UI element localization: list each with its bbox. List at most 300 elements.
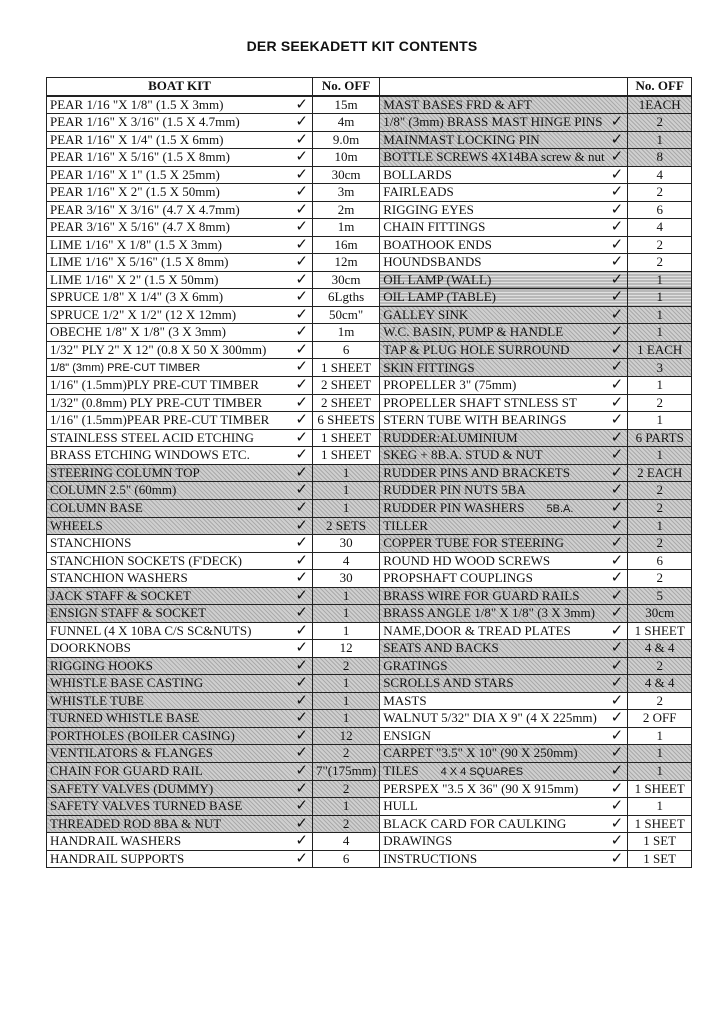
- check-mark-icon: ✓: [610, 604, 624, 621]
- check-mark-icon: ✓: [295, 727, 308, 744]
- right-item-cell: [380, 306, 628, 324]
- table-row: [47, 640, 692, 658]
- right-item-label: ROUND HD WOOD SCREWS: [383, 552, 551, 568]
- right-quantity: 2: [628, 184, 692, 202]
- right-item-note: 4 X 4 SQUARES: [440, 765, 524, 778]
- table-row: [47, 622, 692, 640]
- table-row: [47, 341, 692, 359]
- right-quantity: 1: [628, 762, 692, 780]
- check-mark-icon: ✓: [295, 639, 308, 656]
- check-mark-icon: ✓: [610, 569, 624, 586]
- table-row: [47, 727, 692, 745]
- right-item-label: MASTS: [383, 692, 427, 708]
- check-mark-icon: ✓: [295, 358, 308, 375]
- check-mark-icon: ✓: [295, 306, 308, 323]
- left-item-label: STEERING COLUMN TOP: [50, 464, 200, 480]
- left-item-label: PEAR 3/16" X 5/16" (4.7 X 8mm): [50, 219, 230, 235]
- right-item-cell: [380, 219, 628, 237]
- right-item-cell: [380, 535, 628, 553]
- table-row: [47, 692, 692, 710]
- right-quantity: 2: [628, 692, 692, 710]
- left-item-label: CHAIN FOR GUARD RAIL: [50, 763, 203, 778]
- right-item-label: SKEG + 8B.A. STUD & NUT: [383, 447, 543, 463]
- left-item-cell: [47, 762, 313, 780]
- right-item-cell: [380, 780, 628, 798]
- right-item-label: W.C. BASIN, PUMP & HANDLE: [383, 324, 564, 340]
- left-quantity: 6 SHEETS: [313, 412, 380, 430]
- left-quantity: 1m: [313, 219, 380, 237]
- right-item-cell: [380, 850, 628, 868]
- left-item-label: PORTHOLES (BOILER CASING): [50, 727, 235, 743]
- left-item-cell: [47, 359, 313, 377]
- right-item-cell: [380, 657, 628, 675]
- left-quantity: 1: [313, 499, 380, 517]
- right-quantity: 1: [628, 271, 692, 289]
- table-row: [47, 96, 692, 114]
- check-mark-icon: ✓: [610, 148, 624, 165]
- left-item-cell: [47, 96, 313, 114]
- left-item-cell: [47, 745, 313, 763]
- left-item-cell: [47, 149, 313, 167]
- table-row: [47, 570, 692, 588]
- right-quantity: 1: [628, 447, 692, 465]
- left-quantity: 2 SETS: [313, 517, 380, 535]
- check-mark-icon: ✓: [610, 446, 624, 463]
- right-item-label: RUDDER PIN NUTS 5BA: [383, 482, 526, 498]
- table-row: [47, 815, 692, 833]
- check-mark-icon: ✓: [295, 429, 308, 446]
- check-mark-icon: ✓: [610, 288, 624, 305]
- right-item-cell: [380, 289, 628, 307]
- right-quantity: 1: [628, 324, 692, 342]
- table-row: [47, 710, 692, 728]
- left-item-label: COLUMN 2.5" (60mm): [50, 482, 177, 498]
- right-quantity: 1: [628, 745, 692, 763]
- left-item-label: 1/8" (3mm) PRE-CUT TIMBER: [50, 362, 201, 374]
- header-boat-kit: BOAT KIT: [47, 78, 313, 96]
- right-item-label: TAP & PLUG HOLE SURROUND: [383, 341, 570, 357]
- check-mark-icon: ✓: [295, 552, 308, 569]
- left-quantity: 6Lgths: [313, 289, 380, 307]
- left-quantity: 3m: [313, 184, 380, 202]
- left-item-label: WHEELS: [50, 517, 103, 533]
- table-row: [47, 114, 692, 132]
- left-item-label: 1/16" (1.5mm)PLY PRE-CUT TIMBER: [50, 377, 259, 393]
- left-quantity: 1 SHEET: [313, 359, 380, 377]
- right-item-cell: [380, 798, 628, 816]
- right-quantity: 2 EACH: [628, 464, 692, 482]
- left-item-label: 1/32" PLY 2" X 12" (0.8 X 50 X 300mm): [50, 341, 267, 357]
- check-mark-icon: ✓: [610, 131, 624, 148]
- header-right-no-off: No. OFF: [628, 78, 692, 96]
- check-mark-icon: ✓: [295, 534, 308, 551]
- check-mark-icon: ✓: [610, 394, 624, 411]
- left-quantity: 1: [313, 622, 380, 640]
- left-quantity: 1m: [313, 324, 380, 342]
- right-item-cell: [380, 605, 628, 623]
- left-item-cell: [47, 131, 313, 149]
- check-mark-icon: ✓: [610, 534, 624, 551]
- left-item-label: WHISTLE TUBE: [50, 692, 144, 708]
- right-quantity: 6: [628, 552, 692, 570]
- right-item-label: DRAWINGS: [383, 833, 453, 849]
- check-mark-icon: ✓: [610, 166, 624, 183]
- left-item-label: BRASS ETCHING WINDOWS ETC.: [50, 447, 250, 463]
- right-item-cell: [380, 587, 628, 605]
- left-item-label: SAFETY VALVES TURNED BASE: [50, 798, 243, 814]
- right-item-cell: [380, 762, 628, 780]
- right-item-label: CHAIN FITTINGS: [383, 219, 486, 235]
- table-row: [47, 798, 692, 816]
- right-quantity: 30cm: [628, 605, 692, 623]
- table-row: [47, 780, 692, 798]
- check-mark-icon: ✓: [295, 832, 308, 849]
- left-item-cell: [47, 517, 313, 535]
- table-row: [47, 219, 692, 237]
- right-item-label: NAME,DOOR & TREAD PLATES: [383, 622, 571, 638]
- right-item-cell: [380, 114, 628, 132]
- table-row: [47, 499, 692, 517]
- left-item-label: COLUMN BASE: [50, 500, 143, 515]
- right-item-label: WALNUT 5/32" DIA X 9" (4 X 225mm): [383, 710, 597, 726]
- right-item-cell: [380, 254, 628, 272]
- right-quantity: 1EACH: [628, 96, 692, 114]
- right-item-cell: [380, 341, 628, 359]
- right-item-cell: [380, 552, 628, 570]
- table-row: [47, 482, 692, 500]
- table-row: [47, 184, 692, 202]
- check-mark-icon: ✓: [295, 674, 308, 691]
- left-item-label: OBECHE 1/8" X 1/8" (3 X 3mm): [50, 324, 226, 340]
- right-item-cell: [380, 184, 628, 202]
- left-quantity: 50cm": [313, 306, 380, 324]
- left-item-cell: [47, 114, 313, 132]
- check-mark-icon: ✓: [610, 709, 624, 726]
- table-row: [47, 535, 692, 553]
- right-item-label: SEATS AND BACKS: [383, 640, 499, 656]
- left-item-cell: [47, 798, 313, 816]
- check-mark-icon: ✓: [295, 604, 308, 621]
- left-item-label: 1/32" (0.8mm) PLY PRE-CUT TIMBER: [50, 394, 263, 410]
- right-item-label: PROPELLER 3" (75mm): [383, 377, 517, 393]
- right-item-cell: [380, 149, 628, 167]
- right-item-cell: [380, 517, 628, 535]
- left-item-cell: [47, 447, 313, 465]
- right-quantity: 2: [628, 394, 692, 412]
- left-quantity: 30: [313, 535, 380, 553]
- check-mark-icon: ✓: [610, 201, 624, 218]
- right-quantity: 4: [628, 219, 692, 237]
- page-title: DER SEEKADETT KIT CONTENTS: [246, 38, 478, 54]
- right-item-cell: [380, 833, 628, 851]
- left-quantity: 30cm: [313, 166, 380, 184]
- left-item-cell: [47, 833, 313, 851]
- left-item-label: THREADED ROD 8BA & NUT: [50, 815, 222, 831]
- right-item-cell: [380, 464, 628, 482]
- left-quantity: 1: [313, 675, 380, 693]
- check-mark-icon: ✓: [610, 674, 624, 691]
- left-quantity: 1: [313, 587, 380, 605]
- right-quantity: 1: [628, 517, 692, 535]
- check-mark-icon: ✓: [610, 499, 624, 516]
- left-item-cell: [47, 622, 313, 640]
- left-quantity: 1 SHEET: [313, 429, 380, 447]
- right-quantity: 1 SHEET: [628, 622, 692, 640]
- right-quantity: 2: [628, 657, 692, 675]
- left-item-label: ENSIGN STAFF & SOCKET: [50, 605, 207, 621]
- left-item-cell: [47, 166, 313, 184]
- check-mark-icon: ✓: [295, 95, 308, 113]
- right-quantity: 4 & 4: [628, 675, 692, 693]
- left-quantity: 4: [313, 833, 380, 851]
- check-mark-icon: ✓: [610, 429, 624, 446]
- left-item-cell: [47, 535, 313, 553]
- right-item-label: TILLER: [383, 517, 428, 533]
- kit-table-body: [47, 96, 692, 868]
- check-mark-icon: ✓: [610, 797, 624, 814]
- check-mark-icon: ✓: [295, 271, 308, 288]
- left-quantity: 4m: [313, 114, 380, 132]
- right-item-cell: [380, 96, 628, 114]
- right-quantity: 4 & 4: [628, 640, 692, 658]
- check-mark-icon: ✓: [295, 709, 308, 726]
- right-item-cell: [380, 429, 628, 447]
- right-item-label: PERSPEX "3.5 X 36" (90 X 915mm): [383, 780, 579, 796]
- left-item-label: TURNED WHISTLE BASE: [50, 710, 200, 726]
- right-quantity: 1 SHEET: [628, 780, 692, 798]
- right-item-label: BRASS WIRE FOR GUARD RAILS: [383, 587, 580, 603]
- left-item-label: JACK STAFF & SOCKET: [50, 587, 191, 603]
- left-item-cell: [47, 271, 313, 289]
- left-item-cell: [47, 640, 313, 658]
- left-quantity: 12: [313, 640, 380, 658]
- table-header-row: [47, 78, 692, 96]
- left-quantity: 1: [313, 710, 380, 728]
- left-quantity: 16m: [313, 236, 380, 254]
- left-item-cell: [47, 692, 313, 710]
- right-quantity: 1: [628, 306, 692, 324]
- left-item-label: STAINLESS STEEL ACID ETCHING: [50, 429, 254, 445]
- header-left-no-off: No. OFF: [313, 78, 380, 96]
- right-item-label: INSTRUCTIONS: [383, 850, 478, 866]
- left-quantity: 1 SHEET: [313, 447, 380, 465]
- check-mark-icon: ✓: [295, 113, 308, 130]
- check-mark-icon: ✓: [295, 218, 308, 235]
- left-item-label: LIME 1/16" X 5/16" (1.5 X 8mm): [50, 254, 229, 270]
- left-item-label: DOORKNOBS: [50, 640, 131, 656]
- right-item-cell: [380, 692, 628, 710]
- right-quantity: 1: [628, 377, 692, 395]
- left-item-label: SPRUCE 1/2" X 1/2" (12 X 12mm): [50, 306, 237, 322]
- left-quantity: 2 SHEET: [313, 394, 380, 412]
- left-item-cell: [47, 324, 313, 342]
- left-item-cell: [47, 254, 313, 272]
- check-mark-icon: ✓: [295, 780, 308, 797]
- check-mark-icon: ✓: [610, 552, 624, 569]
- check-mark-icon: ✓: [295, 797, 308, 814]
- right-item-cell: [380, 412, 628, 430]
- right-item-cell: [380, 727, 628, 745]
- right-item-cell: [380, 482, 628, 500]
- check-mark-icon: ✓: [295, 657, 308, 674]
- left-item-label: STANCHIONS: [50, 535, 132, 551]
- left-quantity: 10m: [313, 149, 380, 167]
- check-mark-icon: ✓: [610, 218, 624, 235]
- right-item-label: 1/8" (3mm) BRASS MAST HINGE PINS: [383, 114, 603, 130]
- right-quantity: 2: [628, 499, 692, 517]
- right-item-label: RUDDER PIN WASHERS: [383, 499, 525, 515]
- left-item-cell: [47, 377, 313, 395]
- left-item-cell: [47, 464, 313, 482]
- left-item-cell: [47, 675, 313, 693]
- right-quantity: 3: [628, 359, 692, 377]
- table-row: [47, 517, 692, 535]
- left-quantity: 2m: [313, 201, 380, 219]
- right-quantity: 5: [628, 587, 692, 605]
- check-mark-icon: ✓: [610, 481, 624, 498]
- left-item-cell: [47, 499, 313, 517]
- left-quantity: 6: [313, 341, 380, 359]
- table-row: [47, 166, 692, 184]
- left-item-cell: [47, 429, 313, 447]
- left-quantity: 9.0m: [313, 131, 380, 149]
- right-item-cell: [380, 201, 628, 219]
- left-item-cell: [47, 412, 313, 430]
- check-mark-icon: ✓: [295, 499, 308, 516]
- right-quantity: 1 SHEET: [628, 815, 692, 833]
- right-item-label: BRASS ANGLE 1/8" X 1/8" (3 X 3mm): [383, 605, 595, 621]
- kit-contents-table: [46, 77, 692, 868]
- check-mark-icon: ✓: [610, 341, 624, 358]
- check-mark-icon: ✓: [295, 850, 308, 867]
- check-mark-icon: ✓: [295, 288, 308, 305]
- left-quantity: 1: [313, 692, 380, 710]
- right-item-label: CARPET "3.5" X 10" (90 X 250mm): [383, 745, 578, 761]
- left-item-cell: [47, 236, 313, 254]
- right-item-label: HOUNDSBANDS: [383, 254, 482, 270]
- check-mark-icon: ✓: [295, 692, 308, 709]
- right-item-label: RIGGING EYES: [383, 201, 474, 217]
- right-quantity: 1 EACH: [628, 341, 692, 359]
- check-mark-icon: ✓: [295, 517, 308, 534]
- left-quantity: 1: [313, 605, 380, 623]
- right-item-cell: [380, 394, 628, 412]
- left-item-label: SAFETY VALVES (DUMMY): [50, 780, 214, 796]
- left-item-label: PEAR 1/16" X 5/16" (1.5 X 8mm): [50, 149, 230, 165]
- check-mark-icon: ✓: [295, 323, 308, 340]
- check-mark-icon: ✓: [295, 587, 308, 604]
- table-row: [47, 447, 692, 465]
- right-quantity: 2: [628, 535, 692, 553]
- right-item-label: BOTTLE SCREWS 4X14BA screw & nut: [383, 149, 605, 165]
- check-mark-icon: ✓: [610, 376, 624, 393]
- check-mark-icon: ✓: [610, 850, 624, 867]
- table-row: [47, 201, 692, 219]
- check-mark-icon: ✓: [610, 517, 624, 534]
- left-item-cell: [47, 482, 313, 500]
- left-quantity: 1: [313, 464, 380, 482]
- right-item-cell: [380, 377, 628, 395]
- left-quantity: 2 SHEET: [313, 377, 380, 395]
- left-item-cell: [47, 201, 313, 219]
- right-quantity: 1: [628, 412, 692, 430]
- table-row: [47, 464, 692, 482]
- check-mark-icon: ✓: [295, 376, 308, 393]
- left-item-cell: [47, 184, 313, 202]
- right-item-label: MAINMAST LOCKING PIN: [383, 131, 540, 147]
- left-quantity: 4: [313, 552, 380, 570]
- right-quantity: 2: [628, 570, 692, 588]
- right-item-label: BLACK CARD FOR CAULKING: [383, 815, 567, 831]
- check-mark-icon: ✓: [610, 622, 624, 639]
- right-item-cell: [380, 815, 628, 833]
- check-mark-icon: ✓: [295, 622, 308, 639]
- left-quantity: 2: [313, 745, 380, 763]
- left-quantity: 6: [313, 850, 380, 868]
- right-item-label: RUDDER:ALUMINIUM: [383, 429, 518, 445]
- right-item-label: FAIRLEADS: [383, 184, 454, 200]
- left-quantity: 1: [313, 482, 380, 500]
- left-item-cell: [47, 815, 313, 833]
- table-row: [47, 324, 692, 342]
- left-item-label: STANCHION WASHERS: [50, 570, 188, 586]
- check-mark-icon: ✓: [610, 271, 624, 288]
- check-mark-icon: ✓: [610, 815, 624, 832]
- table-row: [47, 587, 692, 605]
- table-row: [47, 149, 692, 167]
- check-mark-icon: ✓: [610, 727, 624, 744]
- check-mark-icon: ✓: [295, 569, 308, 586]
- right-item-label: BOATHOOK ENDS: [383, 236, 492, 252]
- left-item-label: PEAR 1/16 "X 1/8" (1.5 X 3mm): [50, 96, 224, 112]
- left-item-label: LIME 1/16" X 2" (1.5 X 50mm): [50, 271, 219, 287]
- table-row: [47, 833, 692, 851]
- right-quantity: 2: [628, 236, 692, 254]
- table-row: [47, 850, 692, 868]
- check-mark-icon: ✓: [610, 464, 624, 481]
- table-row: [47, 552, 692, 570]
- right-quantity: 1 SET: [628, 850, 692, 868]
- table-row: [47, 657, 692, 675]
- left-item-label: PEAR 1/16" X 1/4" (1.5 X 6mm): [50, 131, 224, 147]
- check-mark-icon: ✓: [295, 481, 308, 498]
- check-mark-icon: ✓: [295, 446, 308, 463]
- right-quantity: 2 OFF: [628, 710, 692, 728]
- right-quantity: 4: [628, 166, 692, 184]
- left-item-label: PEAR 1/16" X 3/16" (1.5 X 4.7mm): [50, 114, 240, 130]
- right-quantity: 2: [628, 254, 692, 272]
- left-item-cell: [47, 587, 313, 605]
- right-item-label: OIL LAMP (TABLE): [383, 289, 497, 305]
- table-row: [47, 377, 692, 395]
- right-quantity: 1 SET: [628, 833, 692, 851]
- right-item-cell: [380, 447, 628, 465]
- right-item-cell: [380, 710, 628, 728]
- check-mark-icon: ✓: [295, 236, 308, 253]
- table-row: [47, 394, 692, 412]
- left-item-label: PEAR 1/16" X 2" (1.5 X 50mm): [50, 184, 220, 200]
- right-item-label: MAST BASES FRD & AFT: [383, 96, 532, 112]
- table-row: [47, 429, 692, 447]
- check-mark-icon: ✓: [295, 131, 308, 148]
- table-row: [47, 131, 692, 149]
- right-item-cell: [380, 324, 628, 342]
- right-item-cell: [380, 271, 628, 289]
- check-mark-icon: ✓: [610, 411, 624, 428]
- left-item-label: HANDRAIL SUPPORTS: [50, 850, 185, 866]
- check-mark-icon: ✓: [295, 201, 308, 218]
- left-item-cell: [47, 552, 313, 570]
